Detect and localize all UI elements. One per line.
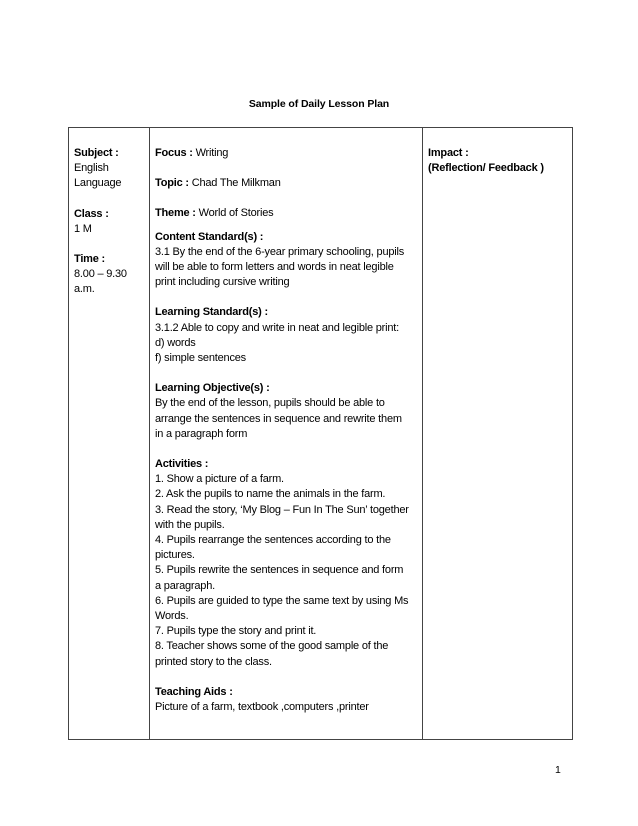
- theme-label: Theme :: [155, 207, 196, 220]
- lesson-content-cell: [150, 128, 423, 740]
- focus-label: Focus :: [155, 147, 193, 159]
- learning-objective-line: By the end of the lesson, pupils should be able to: [155, 397, 385, 410]
- activity-line: 1. Show a picture of a farm.: [155, 473, 284, 486]
- activity-line: pictures.: [155, 549, 195, 562]
- subject-label: Subject :: [74, 147, 119, 159]
- learning-objective-line: in a paragraph form: [155, 427, 248, 440]
- lesson-plan-table: [68, 127, 573, 740]
- activities-label: Activities :: [155, 458, 209, 471]
- activity-line: 8. Teacher shows some of the good sample of the: [155, 640, 389, 653]
- theme-row: [155, 206, 417, 221]
- content-standard-label: Content Standard(s) :: [155, 230, 264, 243]
- activity-line: printed story to the class.: [155, 655, 272, 668]
- impact-subtitle: (Reflection/ Feedback ): [428, 162, 544, 175]
- learning-standard-line: d) words: [155, 336, 196, 349]
- activity-line: 2. Ask the pupils to name the animals in the farm.: [155, 488, 386, 501]
- activity-line: Words.: [155, 610, 189, 623]
- teaching-aids-label: Teaching Aids :: [155, 685, 233, 698]
- activity-line: 3. Read the story, ‘My Blog – Fun In The Sun’ together: [155, 503, 409, 516]
- time-label: Time :: [74, 253, 105, 266]
- time-value-line: 8.00 – 9.30: [74, 268, 127, 281]
- focus-value: Writing: [192, 147, 229, 159]
- class-label: Class :: [74, 207, 109, 220]
- lesson-info-cell: [69, 128, 150, 740]
- learning-standard-line: f) simple sentences: [155, 352, 246, 365]
- page-number: 1: [555, 764, 561, 776]
- activity-line: a paragraph.: [155, 579, 215, 592]
- content-standard-line: 3.1 By the end of the 6-year primary schooling, pupils: [155, 245, 405, 258]
- activity-line: with the pupils.: [155, 518, 225, 531]
- activity-line: 5. Pupils rewrite the sentences in sequence and form: [155, 564, 404, 577]
- topic-row: [155, 176, 417, 191]
- content-standard-line: print including cursive writing: [155, 276, 290, 289]
- activity-line: 7. Pupils type the story and print it.: [155, 625, 317, 638]
- topic-value: Chad The Milkman: [188, 177, 281, 190]
- activity-line: 6. Pupils are guided to type the same text by using Ms: [155, 594, 409, 607]
- activity-line: 4. Pupils rearrange the sentences according to the: [155, 534, 391, 547]
- learning-objective-label: Learning Objective(s) :: [155, 382, 270, 395]
- document-title: Sample of Daily Lesson Plan: [248, 98, 390, 110]
- theme-value: World of Stories: [195, 207, 274, 220]
- learning-standard-line: 3.1.2 Able to copy and write in neat and legible print:: [155, 321, 400, 334]
- focus-row: [155, 146, 417, 161]
- learning-objective-line: arrange the sentences in sequence and rewrite them: [155, 412, 402, 425]
- impact-label: Impact :: [428, 147, 469, 159]
- content-standard-line: will be able to form letters and words in neat legible: [155, 261, 394, 274]
- subject-value-line: Language: [74, 177, 122, 190]
- learning-standard-label: Learning Standard(s) :: [155, 306, 268, 319]
- topic-label: Topic :: [155, 177, 189, 190]
- class-value: 1 M: [74, 222, 92, 235]
- teaching-aids-line: Picture of a farm, textbook ,computers ,printer: [155, 701, 369, 714]
- time-value-line: a.m.: [74, 283, 95, 296]
- impact-cell: [423, 128, 573, 740]
- subject-value-line: English: [74, 162, 109, 175]
